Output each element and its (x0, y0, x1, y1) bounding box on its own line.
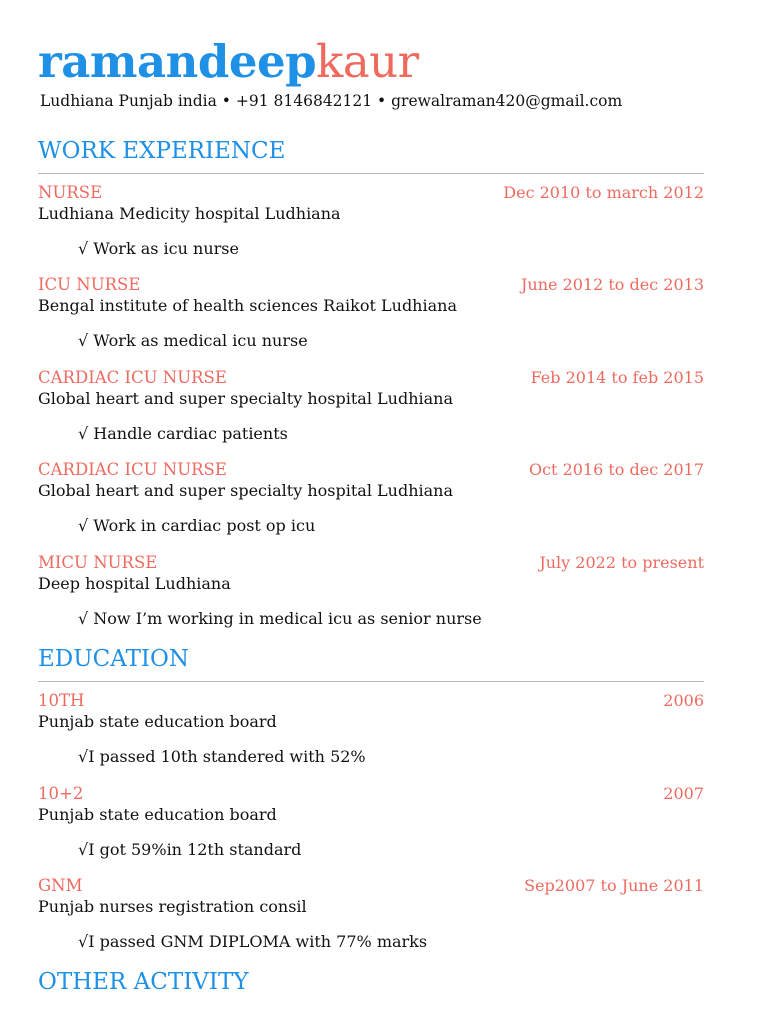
entry-role: CARDIAC ICU NURSE (38, 368, 227, 387)
section-title-work-experience: WORK EXPERIENCE (38, 138, 286, 164)
entry-bullet (78, 238, 239, 260)
entry-dates: 2006 (663, 691, 704, 710)
entry-organization: Punjab state education board (38, 712, 277, 731)
entry-dates: Dec 2010 to march 2012 (503, 183, 704, 202)
check-bullet-icon: √ (78, 747, 89, 766)
entry-dates: Sep2007 to June 2011 (524, 876, 704, 895)
entry-role: ICU NURSE (38, 275, 141, 294)
entry-bullet (78, 931, 427, 953)
entry-dates: 2007 (663, 784, 704, 803)
first-name: ramandeep (38, 35, 317, 88)
entry-bullet-text: Handle cardiac patients (93, 424, 288, 443)
check-bullet-icon: √ (78, 932, 89, 951)
entry-dates: Feb 2014 to feb 2015 (530, 368, 704, 387)
entry-role: NURSE (38, 183, 103, 202)
last-name: kaur (316, 35, 419, 88)
entry-role: 10TH (38, 691, 85, 710)
entry-role: GNM (38, 876, 83, 895)
entry-bullet-text: I passed 10th standered with 52% (88, 747, 366, 766)
entry-organization: Global heart and super specialty hospital Ludhiana (38, 481, 453, 500)
check-bullet-icon: √ (78, 840, 89, 859)
entry-bullet-text: I passed GNM DIPLOMA with 77% marks (88, 932, 428, 951)
entry-bullet-text: Work in cardiac post op icu (93, 516, 316, 535)
entry-bullet-text: Work as medical icu nurse (93, 331, 308, 350)
contact-line: Ludhiana Punjab india • +91 8146842121 • grewalraman420@gmail.com (40, 92, 623, 110)
entry-organization: Ludhiana Medicity hospital Ludhiana (38, 204, 341, 223)
section-divider (38, 173, 704, 174)
entry-bullet-text: I got 59%in 12th standard (88, 840, 302, 859)
check-bullet-icon: √ (78, 331, 89, 350)
entry-dates: June 2012 to dec 2013 (520, 275, 704, 294)
entry-organization: Global heart and super specialty hospital Ludhiana (38, 389, 453, 408)
entry-organization: Deep hospital Ludhiana (38, 574, 231, 593)
entry-role: CARDIAC ICU NURSE (38, 460, 227, 479)
entry-dates: Oct 2016 to dec 2017 (528, 460, 704, 479)
entry-bullet (78, 423, 288, 445)
entry-bullet-text: Work as icu nurse (93, 239, 239, 258)
entry-bullet (78, 515, 315, 537)
entry-bullet (78, 330, 308, 352)
check-bullet-icon: √ (78, 424, 89, 443)
entry-organization: Punjab state education board (38, 805, 277, 824)
check-bullet-icon: √ (78, 609, 89, 628)
entry-bullet (78, 839, 301, 861)
entry-role: MICU NURSE (38, 553, 158, 572)
section-title-other-activity: OTHER ACTIVITY (38, 969, 249, 995)
entry-organization: Punjab nurses registration consil (38, 897, 307, 916)
entry-role: 10+2 (38, 784, 84, 803)
entry-bullet-text: Now I’m working in medical icu as senior nurse (93, 609, 482, 628)
entry-organization: Bengal institute of health sciences Raikot Ludhiana (38, 296, 457, 315)
check-bullet-icon: √ (78, 516, 89, 535)
resume-page (38, 0, 704, 1024)
entry-bullet (78, 746, 366, 768)
entry-dates: July 2022 to present (539, 553, 704, 572)
applicant-name (38, 36, 419, 88)
section-title-education: EDUCATION (38, 646, 189, 672)
check-bullet-icon: √ (78, 239, 89, 258)
section-divider (38, 681, 704, 682)
entry-bullet (78, 608, 482, 630)
